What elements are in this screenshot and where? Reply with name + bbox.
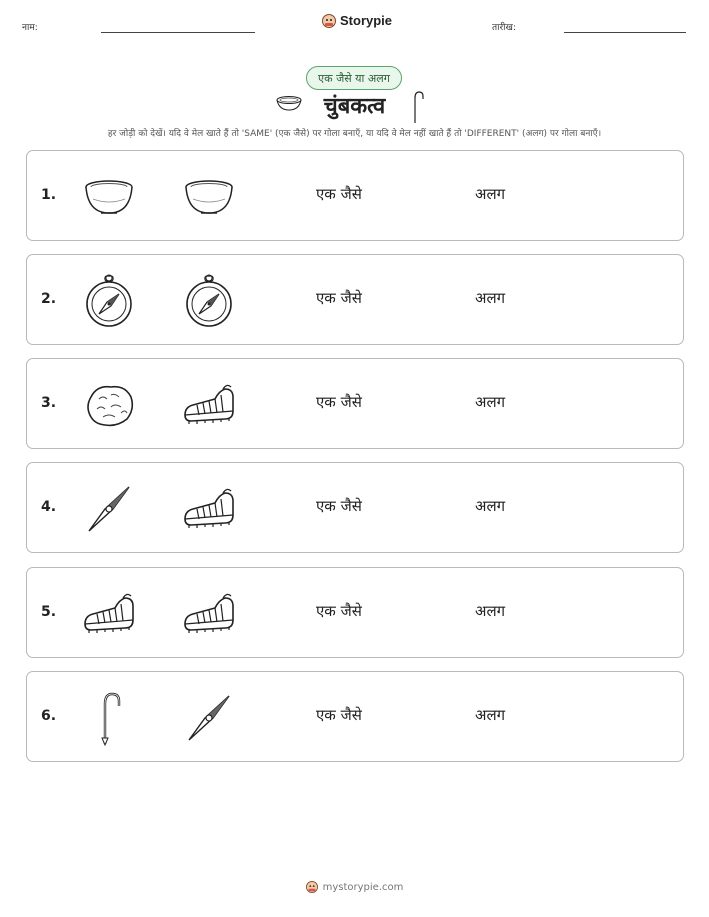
rock-icon [81,377,137,433]
storypie-logo-icon [322,14,336,28]
pair-row [26,358,684,449]
date-label: तारीख: [492,23,516,33]
date-line[interactable] [564,32,686,33]
cane-icon [410,90,424,124]
storypie-logo-icon [306,881,318,893]
compass-icon [81,273,137,329]
compass-icon [181,273,237,329]
same-option[interactable]: एक जैसे [316,497,362,515]
different-option[interactable]: अलग [475,706,506,724]
brand-name: Storypie [340,13,393,28]
pair-row [26,462,684,553]
same-option[interactable]: एक जैसे [316,289,362,307]
shoe-icon [181,377,237,433]
footer-site: mystorypie.com [322,881,404,893]
bowl-icon [181,169,237,225]
pair-row [26,671,684,762]
pair-row [26,254,684,345]
pair-number: 5. [41,604,57,620]
shoe-icon [181,481,237,537]
shoe-icon [181,586,237,642]
same-option[interactable]: एक जैसे [316,602,362,620]
name-line[interactable] [101,32,255,33]
same-option[interactable]: एक जैसे [316,393,362,411]
compass-needle-icon [181,690,237,746]
different-option[interactable]: अलग [475,497,506,515]
different-option[interactable]: अलग [475,393,506,411]
footer [0,881,709,893]
different-option[interactable]: अलग [475,602,506,620]
same-option[interactable]: एक जैसे [316,185,362,203]
name-label: नाम: [22,23,38,33]
different-option[interactable]: अलग [475,289,506,307]
same-option[interactable]: एक जैसे [316,706,362,724]
pair-number: 6. [41,708,57,724]
bowl-icon [81,169,137,225]
page-title: चुंबकत्व [323,94,386,119]
pair-number: 4. [41,499,57,515]
shoe-icon [81,586,137,642]
brand-logo [322,13,392,28]
pair-number: 1. [41,187,57,203]
pair-number: 3. [41,395,57,411]
pair-row [26,567,684,658]
pair-row [26,150,684,241]
compass-needle-icon [81,481,137,537]
cane-icon [81,690,137,746]
instructions: हर जोड़ी को देखें। यदि वे मेल खाते हैं तो 'SAME' (एक जैसे) पर गोला बनाएँ, या यदि वे मेल नहीं खाते हैं तो 'DIFFERENT' (अलग) पर गोला बनाएँ। [107,129,602,139]
different-option[interactable]: अलग [475,185,506,203]
worksheet-type-badge: एक जैसे या अलग [306,66,402,90]
pair-number: 2. [41,291,57,307]
